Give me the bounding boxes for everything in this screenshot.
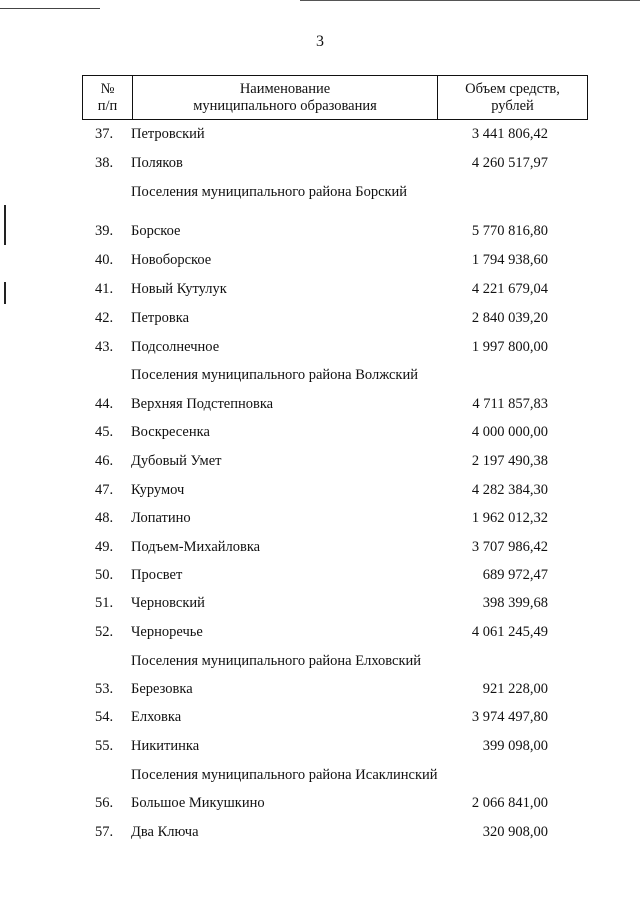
group-heading: Поселения муниципального района Исаклинский — [131, 767, 438, 783]
funding-amount: 2 840 039,20 — [471, 310, 548, 326]
table-row — [0, 279, 640, 299]
funding-amount: 689 972,47 — [482, 567, 548, 583]
municipality-name: Петровка — [131, 310, 190, 326]
table-row — [0, 422, 640, 442]
row-number: 44. — [94, 396, 114, 412]
municipality-name: Два Ключа — [131, 824, 199, 840]
header-name-cell — [133, 76, 438, 120]
funding-amount: 320 908,00 — [482, 824, 548, 840]
municipality-name: Петровский — [131, 126, 205, 142]
row-number: 38. — [94, 155, 114, 171]
row-number: 37. — [94, 126, 114, 142]
group-heading: Поселения муниципального района Борский — [131, 184, 408, 200]
funding-amount: 4 260 517,97 — [471, 155, 548, 171]
header-number-abbr: п/п — [97, 97, 118, 114]
funding-amount: 921 228,00 — [482, 681, 548, 697]
table-row — [0, 250, 640, 270]
table-row — [0, 565, 640, 585]
row-number: 46. — [94, 453, 114, 469]
funding-amount: 399 098,00 — [482, 738, 548, 754]
group-heading: Поселения муниципального района Волжский — [131, 367, 418, 383]
row-number: 47. — [94, 482, 114, 498]
municipality-name: Лопатино — [131, 510, 191, 526]
scan-border-line — [0, 8, 100, 9]
funding-amount: 2 066 841,00 — [471, 795, 548, 811]
funding-amount: 5 770 816,80 — [471, 223, 548, 239]
row-number: 49. — [94, 539, 114, 555]
row-number: 51. — [94, 595, 114, 611]
row-number: 48. — [94, 510, 114, 526]
municipality-name: Елховка — [131, 709, 182, 725]
table-row — [0, 537, 640, 557]
header-sum-cell — [438, 76, 588, 120]
table-row — [0, 153, 640, 173]
municipality-name: Воскресенка — [131, 424, 210, 440]
funding-amount: 2 197 490,38 — [471, 453, 548, 469]
funding-amount: 4 282 384,30 — [471, 482, 548, 498]
header-sum-line1: Объем средств, — [465, 80, 560, 97]
table-row — [0, 593, 640, 613]
group-heading: Поселения муниципального района Елховский — [131, 653, 422, 669]
municipality-name: Подъем-Михайловка — [131, 539, 261, 555]
row-number: 42. — [94, 310, 114, 326]
table-row — [0, 451, 640, 471]
municipality-name: Черновский — [131, 595, 205, 611]
row-number: 50. — [94, 567, 114, 583]
header-number-cell — [83, 76, 133, 120]
table-row — [0, 707, 640, 727]
municipality-name: Борское — [131, 223, 181, 239]
table-row — [0, 508, 640, 528]
funding-amount: 1 794 938,60 — [471, 252, 548, 268]
funding-amount: 4 221 679,04 — [471, 281, 548, 297]
header-name-line2: муниципального образования — [193, 97, 377, 114]
row-number: 54. — [94, 709, 114, 725]
funding-amount: 3 707 986,42 — [471, 539, 548, 555]
row-number: 43. — [94, 339, 114, 355]
page-number: 3 — [316, 33, 324, 50]
funding-amount: 4 711 857,83 — [472, 396, 548, 412]
municipality-name: Большое Микушкино — [131, 795, 265, 811]
table-row — [0, 679, 640, 699]
municipality-name: Никитинка — [131, 738, 200, 754]
funding-amount: 3 441 806,42 — [471, 126, 548, 142]
header-name-line1: Наименование — [239, 80, 331, 97]
funding-amount: 398 399,68 — [482, 595, 548, 611]
row-number: 45. — [94, 424, 114, 440]
scan-border-line — [300, 0, 640, 1]
table-row — [0, 124, 640, 144]
funding-amount: 4 000 000,00 — [471, 424, 548, 440]
row-number: 55. — [94, 738, 114, 754]
table-header — [82, 75, 588, 120]
row-number: 52. — [94, 624, 114, 640]
table-row — [0, 394, 640, 414]
row-number: 39. — [94, 223, 114, 239]
table-row — [0, 221, 640, 241]
table-row — [0, 480, 640, 500]
municipality-name: Новоборское — [131, 252, 212, 268]
municipality-name: Курумоч — [131, 482, 185, 498]
municipality-name: Поляков — [131, 155, 183, 171]
table-row — [0, 822, 640, 842]
table-row — [0, 308, 640, 328]
municipality-name: Новый Кутулук — [131, 281, 227, 297]
funding-amount: 1 962 012,32 — [471, 510, 548, 526]
row-number: 56. — [94, 795, 114, 811]
row-number: 41. — [94, 281, 114, 297]
funding-amount: 1 997 800,00 — [471, 339, 548, 355]
row-number: 53. — [94, 681, 114, 697]
table-row — [0, 793, 640, 813]
municipality-name: Березовка — [131, 681, 193, 697]
municipality-name: Подсолнечное — [131, 339, 220, 355]
table-row — [0, 622, 640, 642]
row-number: 40. — [94, 252, 114, 268]
header-sum-line2: рублей — [491, 97, 534, 114]
row-number: 57. — [94, 824, 114, 840]
funding-amount: 3 974 497,80 — [471, 709, 548, 725]
municipality-name: Дубовый Умет — [131, 453, 222, 469]
municipality-name: Черноречье — [131, 624, 203, 640]
table-row — [0, 337, 640, 357]
municipality-name: Просвет — [131, 567, 183, 583]
municipality-name: Верхняя Подстепновка — [131, 396, 274, 412]
table-row — [0, 736, 640, 756]
header-number-symbol: № — [100, 80, 115, 97]
funding-amount: 4 061 245,49 — [471, 624, 548, 640]
